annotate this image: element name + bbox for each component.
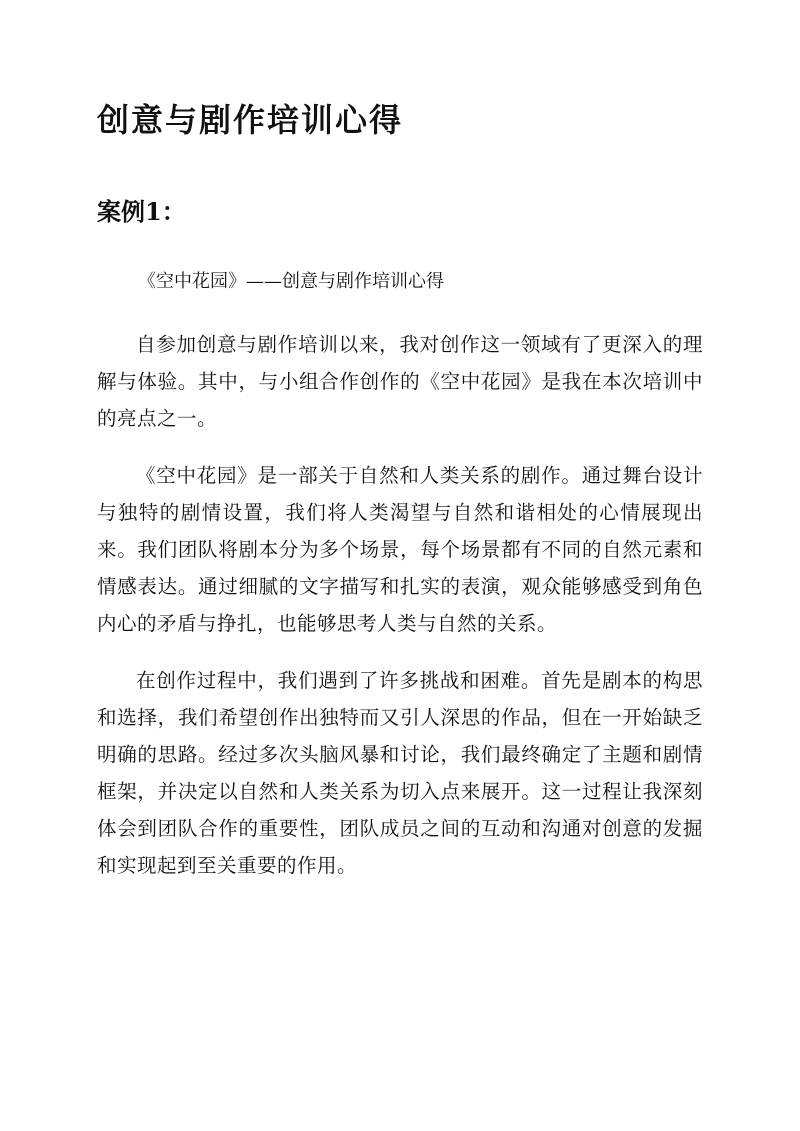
paragraph-3: 在创作过程中，我们遇到了许多挑战和困难。首先是剧本的构思和选择，我们希望创作出独特而又引人深思的作品，但在一开始缺乏明确的思路。经过多次头脑风暴和讨论，我们最终确定了主题和剧情框架，并决定以自然和人类关系为切入点来展开。这一过程让我深刻体会到团队合作的重要性，团队成员之间的互动和沟通对创意的发掘和实现起到至关重要的作用。 (97, 669, 703, 877)
essay-subtitle: 《空中花园》——创意与剧作培训心得 (138, 271, 444, 292)
paragraph-1: 自参加创意与剧作培训以来，我对创作这一领域有了更深入的理解与体验。其中，与小组合作创作的《空中花园》是我在本次培训中的亮点之一。 (97, 333, 703, 430)
paragraph-2: 《空中花园》是一部关于自然和人类关系的剧作。通过舞台设计与独特的剧情设置，我们将人类渴望与自然和谐相处的心情展现出来。我们团队将剧本分为多个场景，每个场景都有不同的自然元素和情感表达。通过细腻的文字描写和扎实的表演，观众能够感受到角色内心的矛盾与挣扎，也能够思考人类与自然的关系。 (97, 464, 703, 635)
document-body (97, 326, 703, 904)
document-title: 创意与剧作培训心得 (97, 101, 404, 139)
case-heading: 案例1： (97, 197, 186, 226)
